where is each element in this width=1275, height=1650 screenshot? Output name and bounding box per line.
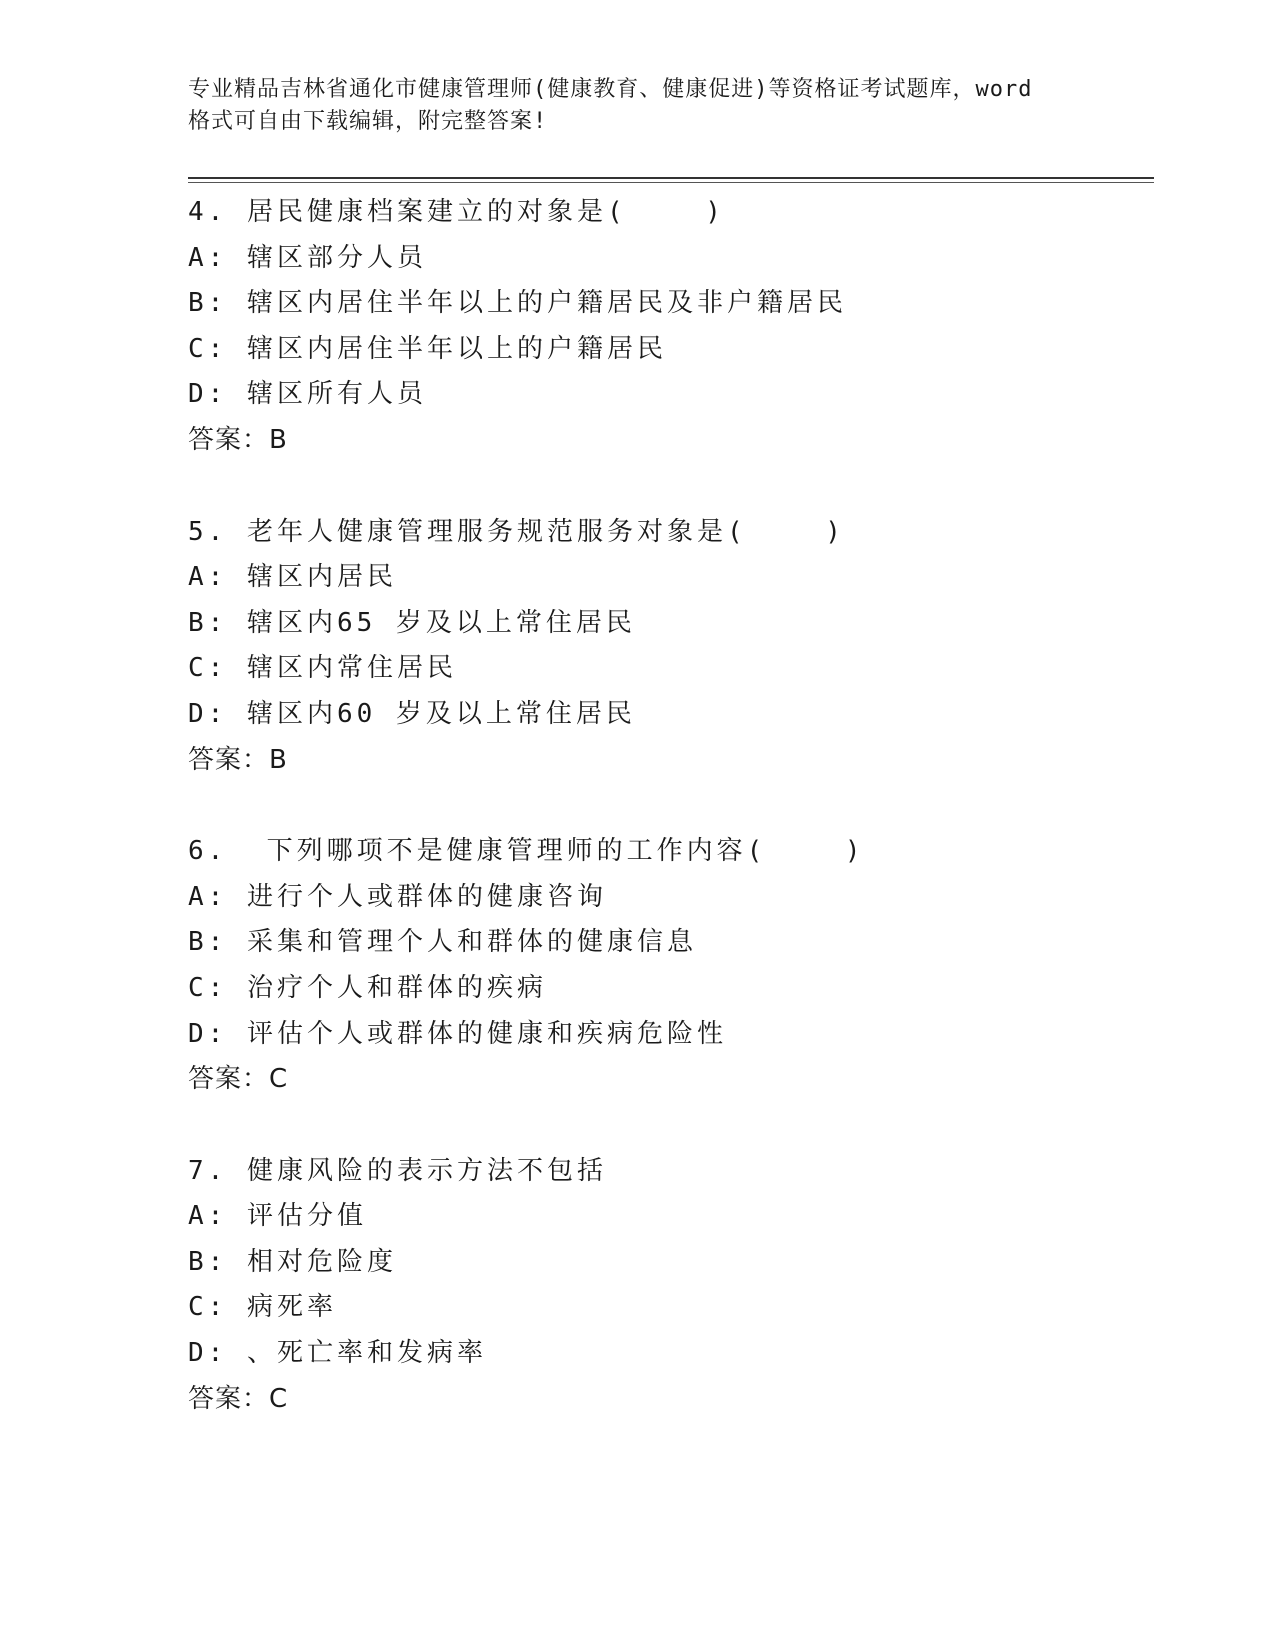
option-c: C: 辖区内居住半年以上的户籍居民: [188, 333, 667, 364]
question-7: [188, 1149, 1148, 1423]
answer-label: 答案：B: [188, 744, 288, 775]
header-line-2: 格式可自由下载编辑，附完整答案!: [188, 109, 548, 134]
question-6: [188, 829, 1148, 1103]
option-a: A: 进行个人或群体的健康咨询: [188, 881, 607, 912]
question-stem: 5. 老年人健康管理服务规范服务对象是( ): [188, 516, 845, 547]
option-c: C: 辖区内常住居民: [188, 653, 457, 684]
option-c: C: 病死率: [188, 1292, 337, 1323]
question-5: [188, 510, 1148, 784]
header-line-1: 专业精品吉林省通化市健康管理师(健康教育、健康促进)等资格证考试题库，word: [188, 77, 1033, 102]
option-b: B: 相对危险度: [188, 1246, 397, 1277]
answer-label: 答案：B: [188, 424, 288, 455]
answer-label: 答案：C: [188, 1064, 289, 1095]
option-d: D: 辖区内60 岁及以上常住居民: [188, 698, 636, 729]
option-d: D: 评估个人或群体的健康和疾病危险性: [188, 1018, 727, 1049]
option-d: D: 、死亡率和发病率: [188, 1338, 487, 1369]
question-stem: 6. 下列哪项不是健康管理师的工作内容( ): [188, 836, 865, 867]
question-4: [188, 190, 1148, 464]
option-b: B: 辖区内居住半年以上的户籍居民及非户籍居民: [188, 288, 847, 319]
question-stem: 4. 居民健康档案建立的对象是( ): [188, 197, 725, 227]
question-stem: 7. 健康风险的表示方法不包括: [188, 1155, 607, 1186]
answer-label: 答案：C: [188, 1383, 289, 1414]
option-a: A: 评估分值: [188, 1201, 367, 1232]
question-list: [188, 190, 1148, 1468]
option-d: D: 辖区所有人员: [188, 379, 427, 410]
document-header: [188, 74, 1088, 138]
option-a: A: 辖区部分人员: [188, 242, 427, 273]
option-b: B: 采集和管理个人和群体的健康信息: [188, 927, 697, 958]
option-c: C: 治疗个人和群体的疾病: [188, 972, 547, 1003]
header-rule: [188, 177, 1154, 179]
header-rule-thin: [188, 182, 1154, 183]
option-b: B: 辖区内65 岁及以上常住居民: [188, 607, 636, 638]
option-a: A: 辖区内居民: [188, 562, 397, 593]
